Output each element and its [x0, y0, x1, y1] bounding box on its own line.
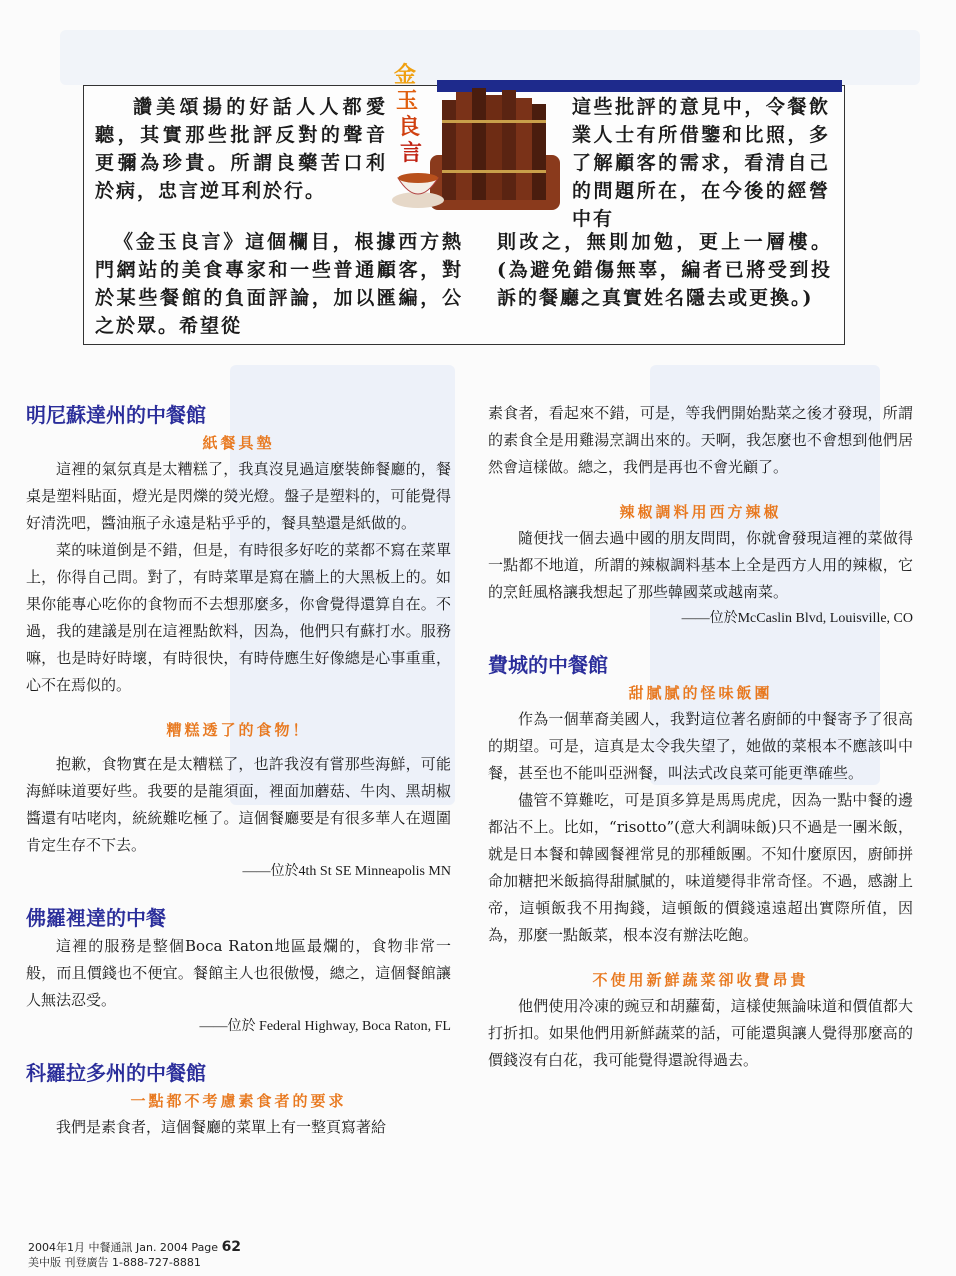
intro-paragraph: 讚美頌揚的好話人人都愛聽，其實那些批評反對的聲音更彌為珍貴。所謂良藥苦口利於病，忠言逆耳利於行。 [95, 96, 387, 202]
page-footer [28, 1240, 241, 1270]
article-paragraph: 抱歉，食物實在是太糟糕了，也許我沒有嘗那些海鮮，可能海鮮味道要好些。我要的是龍須面，裡面加蘑菇、牛肉、黑胡椒醬還有咕咾肉，統統難吃極了。這個餐廳要是有很多華人在週圍肯定生存不下去。 [26, 755, 451, 854]
footer-ad-line: 美中版 刊登廣告 1-888-727-8881 [28, 1256, 201, 1269]
intro-paragraph: 則改之，無則加勉，更上一層樓。(為避免錯傷無辜，編者已將受到投訴的餐廳之真實姓名隱去或更換。) [497, 231, 832, 309]
svg-text:金: 金 [394, 63, 417, 88]
subheading-paper-placemat: 紙餐具墊 [202, 434, 275, 452]
subheading-sweet-rice: 甜膩膩的怪味飯團 [628, 684, 773, 702]
section-title-colorado: 科羅拉多州的中餐館 [26, 1061, 206, 1085]
article-paragraph: 作為一個華裔美國人，我對這位著名廚師的中餐寄予了很高的期望。可是，這真是太令我失望了，她做的菜根本不應該叫中餐，甚至也不能叫亞洲餐，叫法式改良菜可能更準確些。 [488, 710, 913, 782]
article-paragraph: 這裡的服務是整個Boca Raton地區最爛的，食物非常一般，而且價錢也不便宜。餐館主人也很傲慢，總之，這個餐館讓人無法忍受。 [26, 937, 451, 1009]
intro-paragraph: 這些批評的意見中，令餐飲業人士有所借鑒和比照，多了解顧客的需求，看清自己的問題所在，在今後的經營中有 [572, 96, 830, 230]
intro-text-bottom-left [95, 228, 463, 340]
subheading-frozen-vegetables: 不使用新鮮蔬菜卻收費昂貴 [592, 971, 809, 989]
section-title-minnesota: 明尼蘇達州的中餐館 [26, 403, 206, 427]
subheading-vegetarian: 一點都不考慮素食者的要求 [130, 1092, 347, 1110]
article-paragraph: 這裡的氣氛真是太糟糕了，我真沒見過這麼裝飾餐廳的，餐桌是塑料貼面，燈光是閃爍的熒光燈。盤子是塑料的，可能覺得好清洗吧，醬油瓶子永遠是粘乎乎的，餐具墊還是紙做的。 [26, 460, 451, 532]
location-boca-raton: ——位於 Federal Highway, Boca Raton, FL [199, 1019, 451, 1034]
article-paragraph: 菜的味道倒是不錯，但是，有時很多好吃的菜都不寫在菜單上，你得自己問。對了，有時菜單是寫在牆上的大黑板上的。如果你能專心吃你的食物而不去想那麼多，你會覺得還算自在。不過，我的建議是別在這裡點飲料，因為，他們只有蘇打水。服務嘛，也是時好時壞，有時很快，有時侍應生好像總是心事重重，心不在焉似的。 [26, 541, 451, 694]
subheading-terrible-food: 糟糕透了的食物！ [166, 721, 311, 739]
article-paragraph: 儘管不算難吃，可是頂多算是馬馬虎虎，因為一點中餐的邊都沾不上。比如，“risotto”(意大利調味飯)只不過是一團米飯，就是日本餐和韓國餐裡常見的那種飯團。不知什麼原因，廚師拼命加糖把米飯搞得甜膩膩的，味道變得非常奇怪。不過，感謝上帝，這頓飯我不用掏錢，這頓飯的價錢遠遠超出實際所值，因為，那麼一點飯菜，根本沒有辦法吃飽。 [488, 791, 913, 944]
location-louisville: ——位於McCaslin Blvd, Louisville, CO [681, 611, 913, 626]
intro-text-right-top [572, 93, 830, 233]
right-column [488, 400, 913, 1074]
location-minneapolis: ——位於4th St SE Minneapolis MN [242, 864, 451, 879]
article-paragraph: 他們使用冷凍的豌豆和胡蘿蔔，這樣使無論味道和價值都大打折扣。如果他們用新鮮蔬菜的話，可能還與讓人覺得那麼高的價錢沒有白花，我可能覺得還說得過去。 [488, 997, 913, 1069]
article-paragraph: 素食者，看起來不錯，可是，等我們開始點菜之後才發現，所謂的素食全是用雞湯烹調出來的。天啊，我怎麼也不會想到他們居然會這樣做。總之，我們是再也不會光顧了。 [488, 404, 913, 476]
section-title-florida: 佛羅裡達的中餐 [26, 906, 166, 930]
badge-jinyu-liangyan [394, 62, 422, 166]
footer-issue: 2004年1月 中餐通訊 Jan. 2004 Page [28, 1241, 219, 1254]
page-number: 62 [221, 1239, 242, 1255]
section-title-philadelphia: 費城的中餐館 [488, 653, 608, 677]
intro-text-left-top [95, 93, 387, 205]
article-paragraph: 我們是素食者，這個餐廳的菜單上有一整頁寫著給 [56, 1118, 387, 1136]
left-column [26, 400, 451, 1141]
svg-text:良: 良 [398, 115, 421, 140]
intro-paragraph: 《金玉良言》這個欄目，根據西方熱門網站的美食專家和一些普通顧客，對於某些餐館的負面評論，加以匯編，公之於眾。希望從 [95, 231, 463, 337]
svg-text:言: 言 [400, 141, 423, 166]
intro-text-bottom-right [497, 228, 832, 312]
article-paragraph: 隨便找一個去過中國的朋友問問，你就會發現這裡的菜做得一點都不地道，所謂的辣椒調料基本上全是西方人用的辣椒，它的烹飪風格讓我想起了那些韓國菜或越南菜。 [488, 529, 913, 601]
subheading-western-chili: 辣椒調料用西方辣椒 [619, 503, 782, 521]
svg-text:玉: 玉 [396, 89, 419, 114]
books-illustration [390, 60, 570, 220]
